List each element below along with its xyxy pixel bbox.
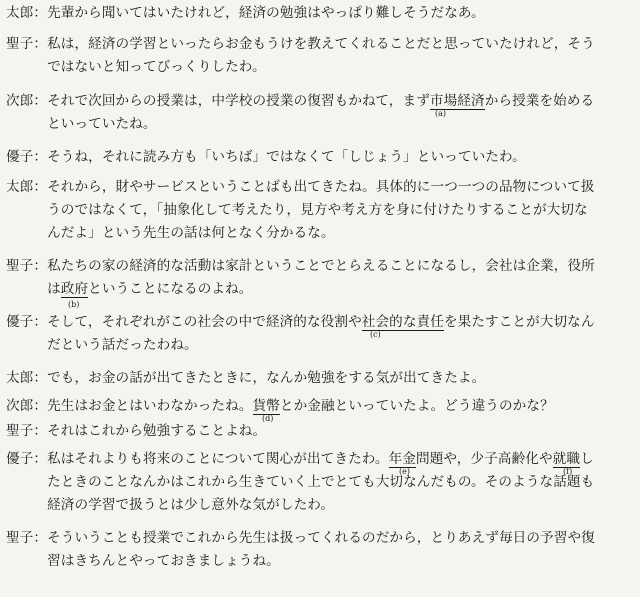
marker-c: (c) (370, 330, 381, 339)
line-text: 聖子：それはこれから勉強することよね。 (6, 423, 267, 439)
dialogue-line-yuko-2-cont (6, 335, 198, 355)
marker-b: (b) (68, 300, 80, 309)
dialogue-line-seiko-1 (6, 34, 595, 54)
line-text: 優子：私はそれよりも将来のことについて関心が出てきたわ。 (6, 451, 389, 467)
line-text: 経済の学習で扱うとは少し意外な気がしたわ。 (6, 497, 335, 513)
dialogue-line-taro-1 (6, 3, 485, 23)
line-text: 習はきちんとやっておきましょうね。 (6, 553, 280, 569)
line-text: 聖子：そういうことも授業でこれから先生は扱ってくれるのだから，とりあえず毎日の予習や復 (6, 530, 595, 546)
document-page (6, 3, 634, 593)
dialogue-line-jiro-2 (6, 396, 554, 416)
underlined-term-pension: 年金 (388, 451, 416, 467)
line-text: 問題や，少子高齢化や (416, 451, 553, 467)
underlined-term-government: 政府 (60, 281, 89, 297)
dialogue-line-taro-2-cont (6, 223, 335, 243)
dialogue-line-seiko-3 (6, 421, 266, 441)
line-text: だという話だったわね。 (6, 337, 198, 353)
dialogue-line-yuko-3 (6, 449, 594, 469)
dialogue-line-seiko-4 (6, 528, 595, 548)
dialogue-line-taro-3 (6, 368, 485, 388)
line-text: んだよ」という先生の話は何となく分かるな。 (6, 225, 335, 241)
underlined-term-employment: 就職 (552, 451, 581, 467)
line-text: 優子：そうね，それに読み方も「いちば」ではなくて「しじょう」といっていたわ。 (6, 149, 526, 165)
line-text: は (6, 281, 61, 297)
dialogue-line-seiko-4-cont (6, 551, 280, 571)
dialogue-line-yuko-2 (6, 312, 595, 332)
line-text: 聖子：私は，経済の学習といったらお金もうけを教えてくれることだと思っていたけれど，そう (6, 36, 595, 52)
dialogue-line-yuko-1 (6, 147, 526, 167)
line-text: 次郎：それで次回からの授業は，中学校の授業の復習もかねて，まず (6, 93, 430, 109)
dialogue-line-taro-2 (6, 177, 595, 197)
line-text: を果たすことが大切なん (443, 314, 595, 330)
line-text: 太郎：それから，財やサービスということばも出てきたね。具体的に一つ一つの品物について扱 (6, 179, 595, 195)
marker-d: (d) (262, 414, 274, 423)
dialogue-line-jiro-1-cont (6, 114, 157, 134)
dialogue-line-seiko-2 (6, 256, 595, 276)
underlined-term-social-responsibility: 社会的な責任 (361, 314, 444, 330)
marker-a: (a) (435, 109, 447, 118)
line-text: ではないと知ってびっくりしたわ。 (6, 59, 266, 75)
line-text: といっていたね。 (6, 116, 157, 132)
line-text: から授業を始める (484, 93, 595, 109)
dialogue-line-jiro-1 (6, 91, 594, 111)
marker-e: (e) (399, 467, 410, 476)
dialogue-line-seiko-1-cont (6, 57, 266, 77)
underlined-term-currency: 貨幣 (252, 398, 280, 414)
line-text: 次郎：先生はお金とはいわなかったね。 (6, 398, 253, 414)
line-text: 太郎：でも，お金の話が出てきたときに，なんか勉強をする気が出てきたよ。 (6, 370, 486, 386)
underlined-term-market-economy: 市場経済 (429, 93, 485, 109)
line-text: 聖子：私たちの家の経済的な活動は家計ということでとらえることになるし，会社は企業，役所 (6, 258, 595, 274)
line-text: とか金融といっていたよ。どう違うのかな？ (279, 398, 554, 414)
line-text: うのではなくて，「抽象化して考えたり，見方や考え方を身に付けたりすることが大切な (6, 202, 588, 218)
marker-f: (f) (563, 467, 573, 476)
dialogue-line-yuko-3-cont (6, 472, 594, 492)
dialogue-line-seiko-2-cont (6, 279, 253, 299)
dialogue-line-yuko-3-cont (6, 495, 334, 515)
dialogue-line-taro-2-cont (6, 200, 588, 220)
line-text: し (580, 451, 594, 467)
line-text: 優子：そして，それぞれがこの社会の中で経済的な役割や (6, 314, 362, 330)
line-text: たときのことなんかはこれから生きていく上でとても大切なんだもの。そのような話題も (6, 474, 595, 490)
line-text: 太郎：先輩から聞いてはいたけれど，経済の勉強はやっぱり難しそうだなあ。 (6, 5, 485, 21)
line-text: ということになるのよね。 (88, 281, 253, 297)
